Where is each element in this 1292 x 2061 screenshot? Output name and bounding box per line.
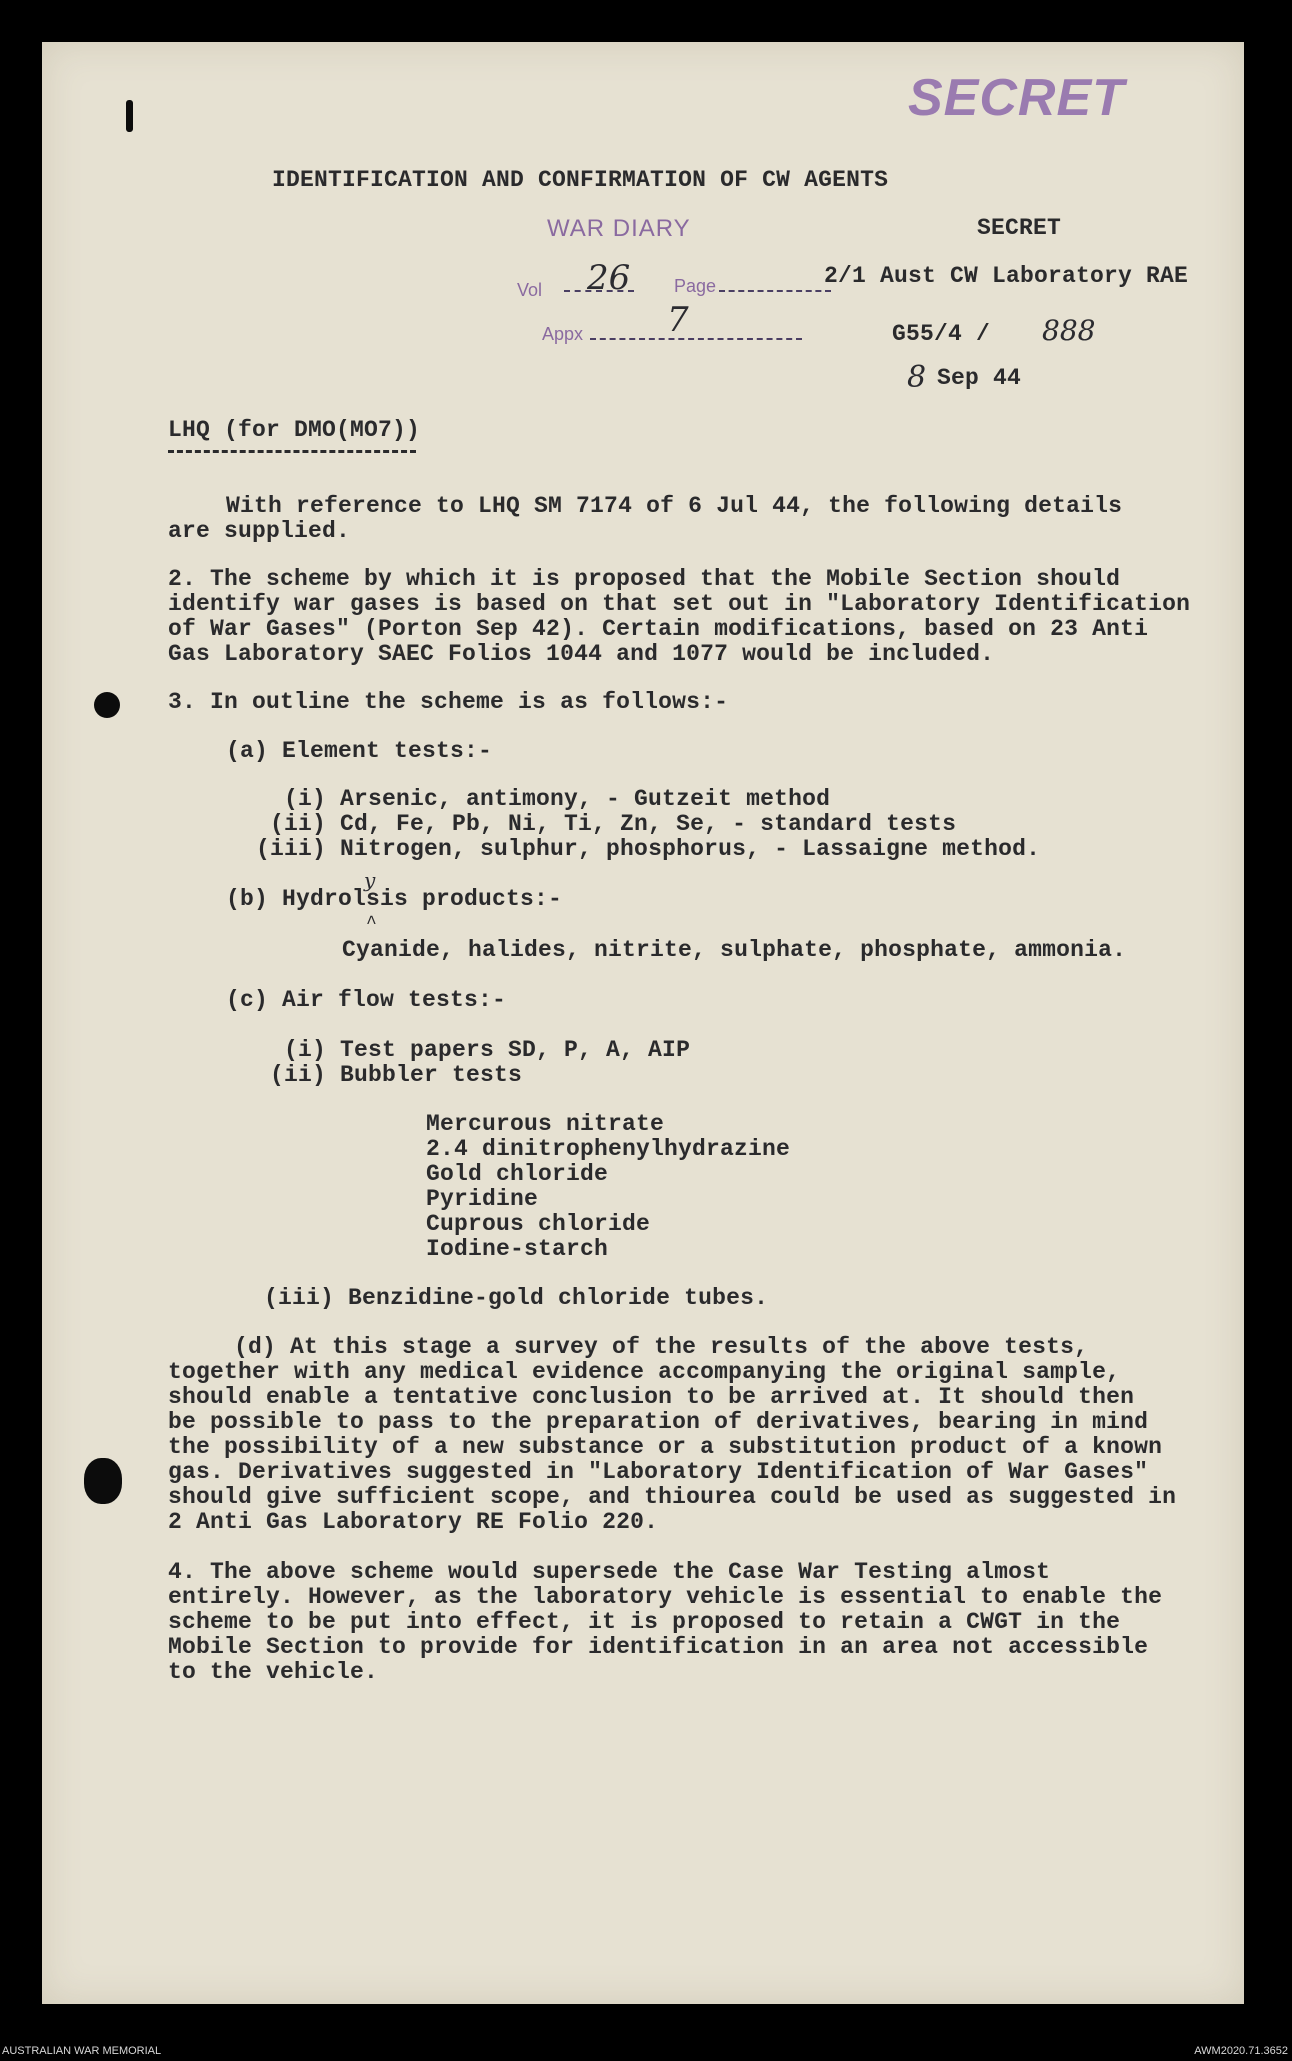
war-diary-vol-label: Vol <box>517 280 543 300</box>
para-4-line-3: scheme to be put into effect, it is proposed to retain a CWGT in the <box>168 1609 1121 1635</box>
page-underline <box>719 290 831 292</box>
para-2-line-1: 2. The scheme by which it is proposed that the Mobile Section should <box>168 566 1121 592</box>
war-diary-appx-label: Appx <box>542 324 584 344</box>
header-file-ref-handwritten: 888 <box>1042 314 1096 347</box>
war-diary-page-label: Page <box>674 276 717 296</box>
punch-hole-mark-top <box>126 100 133 132</box>
war-diary-heading: WAR DIARY <box>547 215 691 242</box>
document-page <box>42 42 1244 2004</box>
bubbler-item: 2.4 dinitrophenylhydrazine <box>426 1136 791 1162</box>
header-date-day-handwritten: 8 <box>907 360 927 395</box>
section-b-list: Cyanide, halides, nitrite, sulphate, phosphate, ammonia. <box>342 937 1127 963</box>
para-4-line-1: 4. The above scheme would supersede the Case War Testing almost <box>168 1559 1051 1585</box>
war-diary-vol-number: 26 <box>587 258 631 298</box>
section-c-heading: (c) Air flow tests:- <box>226 987 507 1013</box>
section-d-line-7: should give sufficient scope, and thiourea could be used as suggested in <box>168 1484 1177 1510</box>
section-a-item-ii: (ii) Cd, Fe, Pb, Ni, Ti, Zn, Se, - standard tests <box>270 811 957 837</box>
appx-underline <box>590 338 802 340</box>
section-a-heading: (a) Element tests:- <box>226 738 493 764</box>
punch-hole-lower <box>84 1458 122 1504</box>
section-c-item-i: (i) Test papers SD, P, A, AIP <box>284 1037 691 1063</box>
footer-accession-number: AWM2020.71.3652 <box>1194 2045 1288 2057</box>
section-b-heading: (b) Hydrolsis products:- <box>226 886 563 912</box>
bubbler-item: Iodine-starch <box>426 1236 609 1262</box>
punch-hole-middle <box>94 692 120 718</box>
section-b-insert-letter: y <box>364 868 376 892</box>
addressee-underline <box>168 450 416 453</box>
bubbler-item: Cuprous chloride <box>426 1211 651 1237</box>
section-c-item-ii: (ii) Bubbler tests <box>270 1062 523 1088</box>
header-date: Sep 44 <box>937 365 1022 391</box>
para-4-line-5: to the vehicle. <box>168 1659 379 1685</box>
para-2-line-4: Gas Laboratory SAEC Folios 1044 and 1077 would be included. <box>168 641 995 667</box>
addressee: LHQ (for DMO(MO7)) <box>168 417 421 443</box>
para-4-line-2: entirely. However, as the laboratory vehicle is essential to enable the <box>168 1584 1163 1610</box>
para-3-intro: 3. In outline the scheme is as follows:- <box>168 689 729 715</box>
footer-institution: AUSTRALIAN WAR MEMORIAL <box>2 2045 162 2057</box>
para-1-line-1: With reference to LHQ SM 7174 of 6 Jul 44, the following details <box>226 493 1123 519</box>
section-d-line-1: (d) At this stage a survey of the results of the above tests, <box>234 1334 1089 1360</box>
header-file-ref: G55/4 / <box>892 321 991 347</box>
war-diary-appx-number: 7 <box>667 300 689 340</box>
document-title: IDENTIFICATION AND CONFIRMATION OF CW AGENTS <box>272 167 889 193</box>
section-c-item-iii: (iii) Benzidine-gold chloride tubes. <box>264 1285 769 1311</box>
section-d-line-3: should enable a tentative conclusion to be arrived at. It should then <box>168 1384 1135 1410</box>
section-d-line-6: gas. Derivatives suggested in "Laboratory Identification of War Gases" <box>168 1459 1149 1485</box>
section-d-line-4: be possible to pass to the preparation of derivatives, bearing in mind <box>168 1409 1149 1435</box>
secret-stamp: SECRET <box>908 69 1125 127</box>
para-2-line-3: of War Gases" (Porton Sep 42). Certain modifications, based on 23 Anti <box>168 616 1149 642</box>
section-d-line-2: together with any medical evidence accompanying the original sample, <box>168 1359 1121 1385</box>
para-4-line-4: Mobile Section to provide for identification in an area not accessible <box>168 1634 1149 1660</box>
section-a-item-iii: (iii) Nitrogen, sulphur, phosphorus, - Lassaigne method. <box>256 836 1041 862</box>
para-2-line-2: identify war gases is based on that set out in "Laboratory Identification <box>168 591 1191 617</box>
bubbler-item: Gold chloride <box>426 1161 609 1187</box>
para-1-line-2: are supplied. <box>168 518 351 544</box>
section-a-item-i: (i) Arsenic, antimony, - Gutzeit method <box>284 786 831 812</box>
vol-underline <box>564 290 634 292</box>
section-d-line-8: 2 Anti Gas Laboratory RE Folio 220. <box>168 1509 659 1535</box>
header-unit: 2/1 Aust CW Laboratory RAE <box>824 263 1189 289</box>
header-classification: SECRET <box>977 215 1062 241</box>
section-b-caret: ^ <box>366 914 378 934</box>
bubbler-item: Pyridine <box>426 1186 539 1212</box>
section-d-line-5: the possibility of a new substance or a substitution product of a known <box>168 1434 1163 1460</box>
bubbler-item: Mercurous nitrate <box>426 1111 665 1137</box>
